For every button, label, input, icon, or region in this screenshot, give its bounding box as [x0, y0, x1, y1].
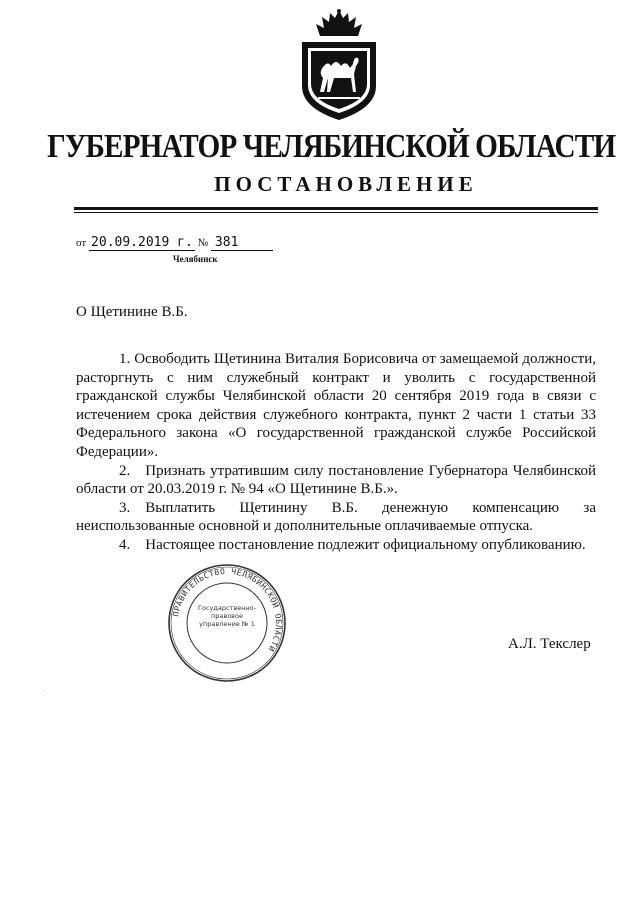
paragraph-3: 3. Выплатить Щетинину В.Б. денежную компенсацию за неиспользованные основной и дополнительные оплачиваемые отпуска.: [76, 499, 596, 535]
number-prefix: №: [197, 237, 209, 249]
signatory-name: А.Л. Текслер: [508, 636, 591, 652]
official-seal-stamp: [166, 562, 288, 684]
header-divider-thin: [74, 212, 598, 213]
scan-speck: [44, 690, 45, 691]
document-body: [76, 350, 596, 555]
header-divider-thick: [74, 207, 598, 210]
coat-of-arms-emblem: [296, 8, 382, 122]
document-number: 381: [211, 236, 273, 251]
paragraph-1: 1. Освободить Щетинина Виталия Борисовича от замещаемой должности, расторгнуть с ним служебный контракт и уволить с государственной гражданской службы Челябинской области 20 сентября 2019 года в связи с истечением срока действия служебного контракта, пункт 2 части 1 статьи 33 Федерального закона «О государственной гражданской службе Российской Федерации».: [76, 351, 596, 460]
document-type: ПОСТАНОВЛЕНИЕ: [214, 172, 478, 196]
stamp-ring-text: ПРАВИТЕЛЬСТВО ЧЕЛЯБИНСКОЙ ОБЛАСТИ: [171, 566, 284, 654]
city-label: Челябинск: [173, 254, 218, 264]
date-prefix: от: [76, 237, 87, 249]
registration-line: [76, 236, 273, 251]
document-subject: О Щетинине В.Б.: [76, 304, 188, 320]
issuing-authority: ГУБЕРНАТОР ЧЕЛЯБИНСКОЙ ОБЛАСТИ: [47, 128, 616, 165]
paragraph-2: 2. Признать утратившим силу постановление Губернатора Челябинской области от 20.03.2019 г. № 94 «О Щетинине В.Б.».: [76, 462, 596, 498]
document-date: 20.09.2019 г.: [89, 236, 195, 251]
paragraph-4: 4. Настоящее постановление подлежит официальному опубликованию.: [119, 536, 586, 553]
stamp-inner-text: Государственно-правовое управление № 1: [198, 604, 256, 628]
